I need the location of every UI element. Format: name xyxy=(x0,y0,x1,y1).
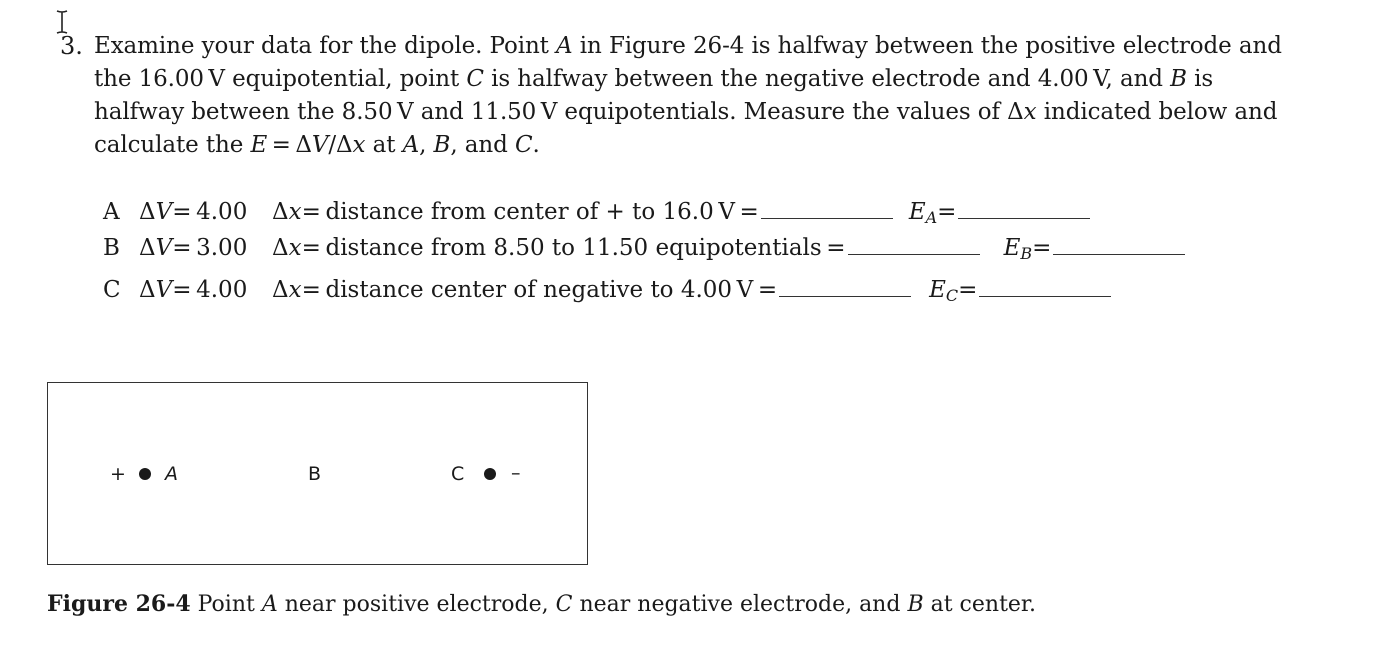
e-answer-blank[interactable] xyxy=(958,194,1090,219)
e-answer-blank[interactable] xyxy=(1053,230,1185,255)
point-c-label: C xyxy=(451,463,465,485)
e-label: $E_A=$ xyxy=(908,199,957,227)
row-c xyxy=(103,272,1111,308)
delta-v: ΔV= 3.00 xyxy=(139,235,248,261)
e-label: $E_C=$ xyxy=(929,277,978,305)
dx-answer-blank[interactable] xyxy=(761,194,893,219)
positive-electrode-label: + xyxy=(110,463,126,485)
e-label: $E_B=$ xyxy=(1003,235,1052,263)
delta-v: ΔV= 4.00 xyxy=(139,277,248,303)
delta-x: Δx= distance from center of + to 16.0 V = xyxy=(272,199,759,225)
negative-electrode-dot xyxy=(484,468,496,480)
dx-answer-blank[interactable] xyxy=(848,230,980,255)
figure-caption: Figure 26-4 Point A near positive electrode, C near negative electrode, and B at center. xyxy=(47,591,1037,617)
dipole-figure xyxy=(47,382,588,565)
delta-x: Δx= distance center of negative to 4.00 V = xyxy=(272,277,778,303)
delta-x: Δx= distance from 8.50 to 11.50 equipotentials = xyxy=(272,235,846,261)
problem-text: Examine your data for the dipole. Point A in Figure 26-4 is halfway between the positive electrode and the 16.00 V equipotential, point C is halfway between the negative electrode and 4.00 V, and B is halfway between the 8.50 V and 11.50 V equipotentials. Measure the values of Δx indicated below and calculate the E = ΔV/Δx at A, B, and C. xyxy=(94,33,1282,158)
row-a xyxy=(103,194,1090,230)
positive-electrode-dot xyxy=(139,468,151,480)
problem-3 xyxy=(60,30,1300,162)
dx-answer-blank[interactable] xyxy=(779,272,911,297)
e-answer-blank[interactable] xyxy=(979,272,1111,297)
problem-number: 3. xyxy=(60,32,83,60)
row-letter: C xyxy=(103,277,121,303)
point-a-label: A xyxy=(165,463,178,485)
delta-v: ΔV= 4.00 xyxy=(139,199,248,225)
point-b-label: B xyxy=(308,463,322,485)
row-b xyxy=(103,230,1185,266)
row-letter: B xyxy=(103,235,120,261)
negative-electrode-label: – xyxy=(511,462,521,484)
row-letter: A xyxy=(103,199,120,225)
